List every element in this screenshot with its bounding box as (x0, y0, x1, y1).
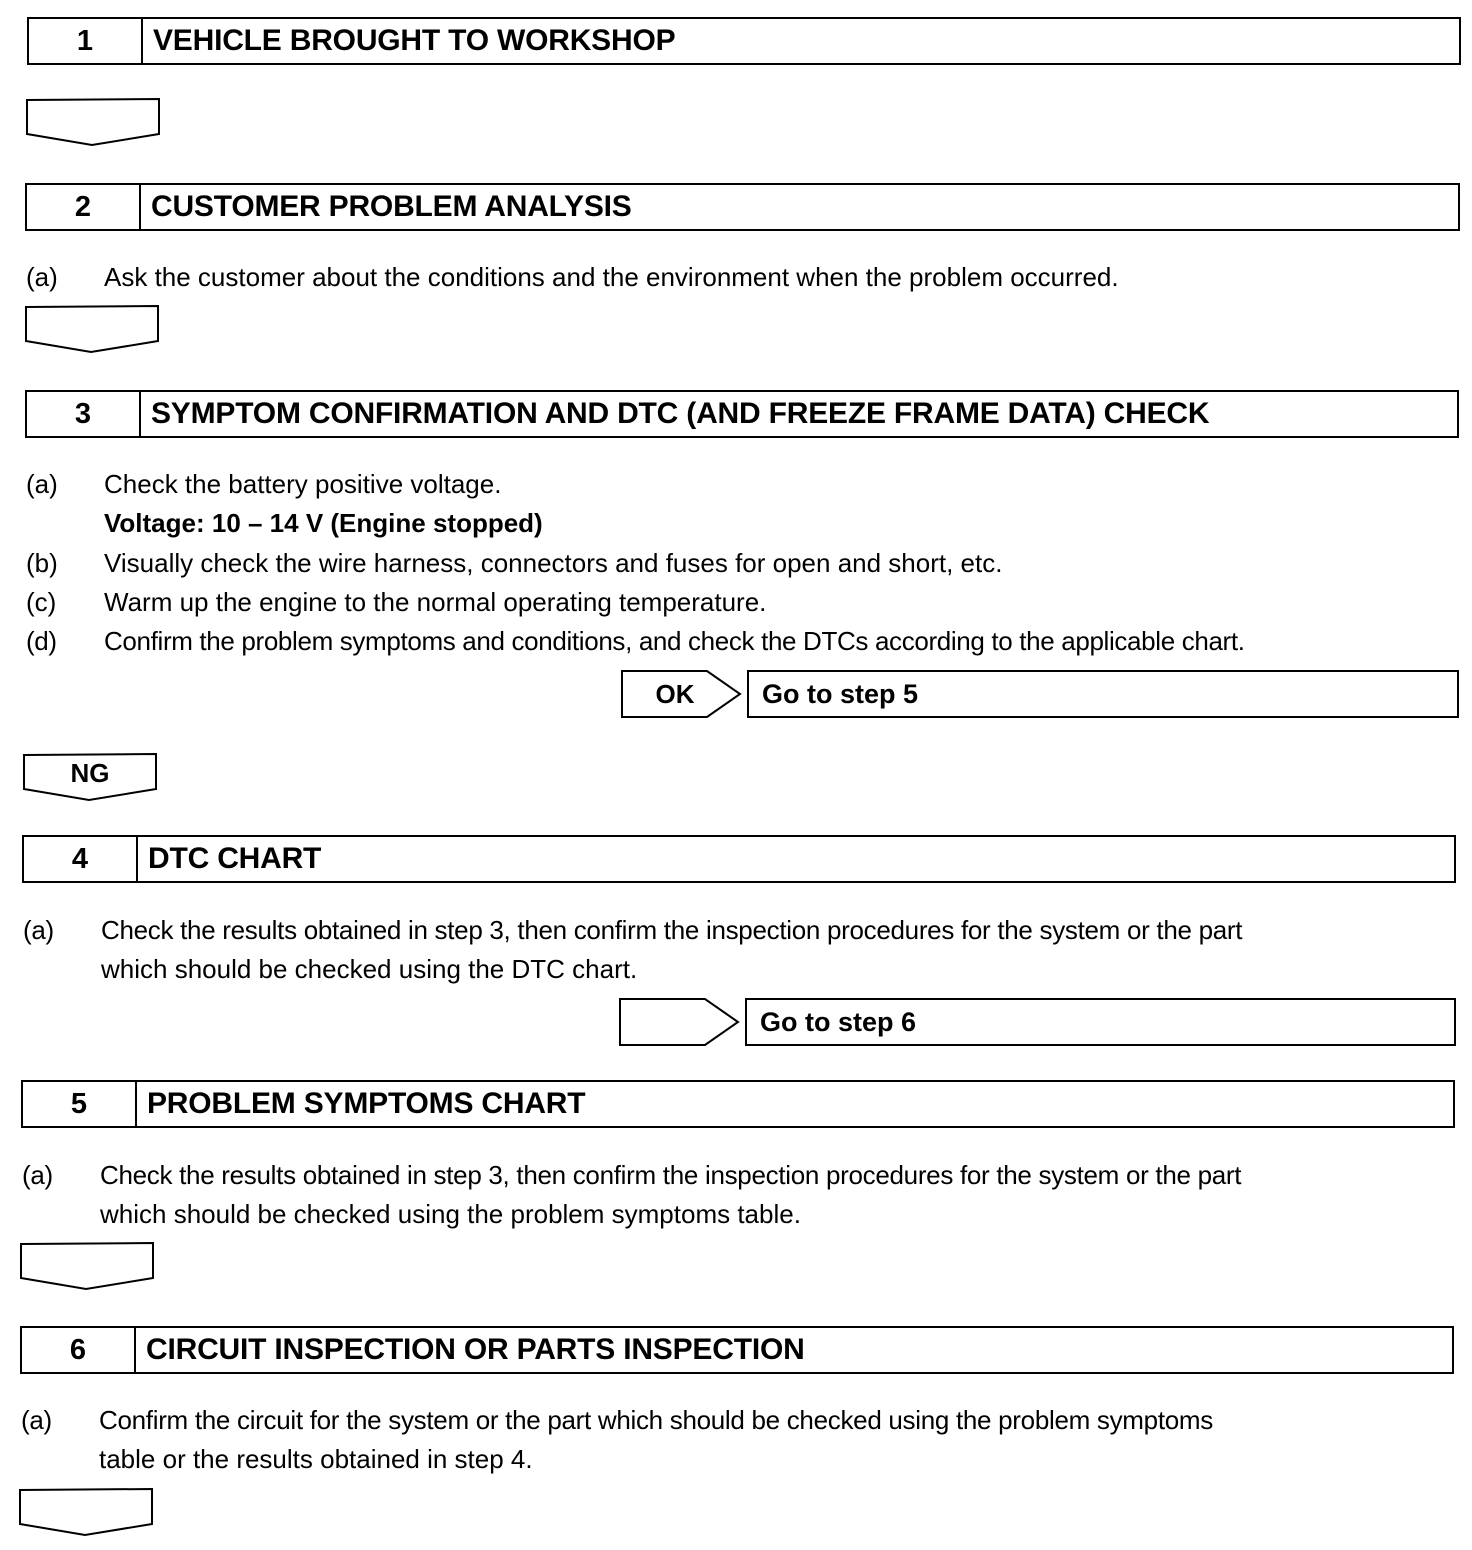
step-title: SYMPTOM CONFIRMATION AND DTC (AND FREEZE FRAME DATA) CHECK (151, 397, 1210, 430)
item-text: Confirm the problem symptoms and conditions, and check the DTCs according to the applicable chart. (104, 626, 1245, 656)
step-number: 2 (27, 185, 141, 229)
go-to-step-5-box: Go to step 5 (747, 670, 1459, 718)
step-4-header (22, 835, 1456, 883)
item-text: which should be checked using the problem symptoms table. (100, 1199, 801, 1229)
item-text: Ask the customer about the conditions and the environment when the problem occurred. (104, 262, 1119, 292)
ok-branch (621, 670, 1459, 718)
item-text: Check the results obtained in step 3, then confirm the inspection procedures for the system or the part (101, 915, 1243, 945)
item-label: (a) (26, 469, 58, 499)
step-1-header (27, 17, 1461, 65)
step-6-header (20, 1326, 1454, 1374)
step-title: DTC CHART (148, 842, 322, 875)
step-title: CUSTOMER PROBLEM ANALYSIS (151, 190, 632, 223)
step-4-branch (619, 998, 1457, 1046)
step-5-header (21, 1080, 1455, 1128)
step-title: PROBLEM SYMPTOMS CHART (147, 1087, 586, 1120)
item-text: Check the battery positive voltage. (104, 469, 502, 499)
down-arrow-icon (20, 1242, 158, 1292)
item-text: Confirm the circuit for the system or the part which should be checked using the problem symptoms (99, 1405, 1213, 1435)
step-number: 4 (24, 837, 138, 881)
go-to-step-6-box: Go to step 6 (745, 998, 1456, 1046)
item-label: (c) (26, 587, 57, 617)
down-arrow-icon (26, 98, 164, 148)
item-label: (d) (26, 626, 57, 656)
item-text: Visually check the wire harness, connectors and fuses for open and short, etc. (104, 548, 1003, 578)
item-label: (a) (21, 1405, 52, 1435)
step-title: CIRCUIT INSPECTION OR PARTS INSPECTION (146, 1333, 805, 1366)
step-3-header (25, 390, 1459, 438)
item-label: (a) (23, 915, 54, 945)
ok-label: OK (655, 679, 695, 709)
step-number: 1 (29, 19, 143, 63)
ng-label: NG (70, 758, 110, 788)
item-label: (a) (26, 262, 58, 292)
step-number: 5 (23, 1082, 137, 1126)
step-number: 6 (22, 1328, 136, 1372)
step-2-header (25, 183, 1460, 231)
branch-label (619, 998, 727, 1046)
item-label: (b) (26, 548, 58, 578)
item-text: Check the results obtained in step 3, then confirm the inspection procedures for the system or the part (100, 1160, 1242, 1190)
down-arrow-icon (25, 305, 163, 355)
item-text: Warm up the engine to the normal operating temperature. (104, 587, 767, 617)
item-label: (a) (22, 1160, 53, 1190)
step-number: 3 (27, 392, 141, 436)
item-text: table or the results obtained in step 4. (99, 1444, 533, 1474)
voltage-spec: Voltage: 10 – 14 V (Engine stopped) (104, 508, 543, 538)
step-title: VEHICLE BROUGHT TO WORKSHOP (153, 24, 676, 57)
ng-down-arrow (23, 753, 161, 803)
item-text: which should be checked using the DTC chart. (101, 954, 638, 984)
down-arrow-icon (19, 1488, 157, 1538)
